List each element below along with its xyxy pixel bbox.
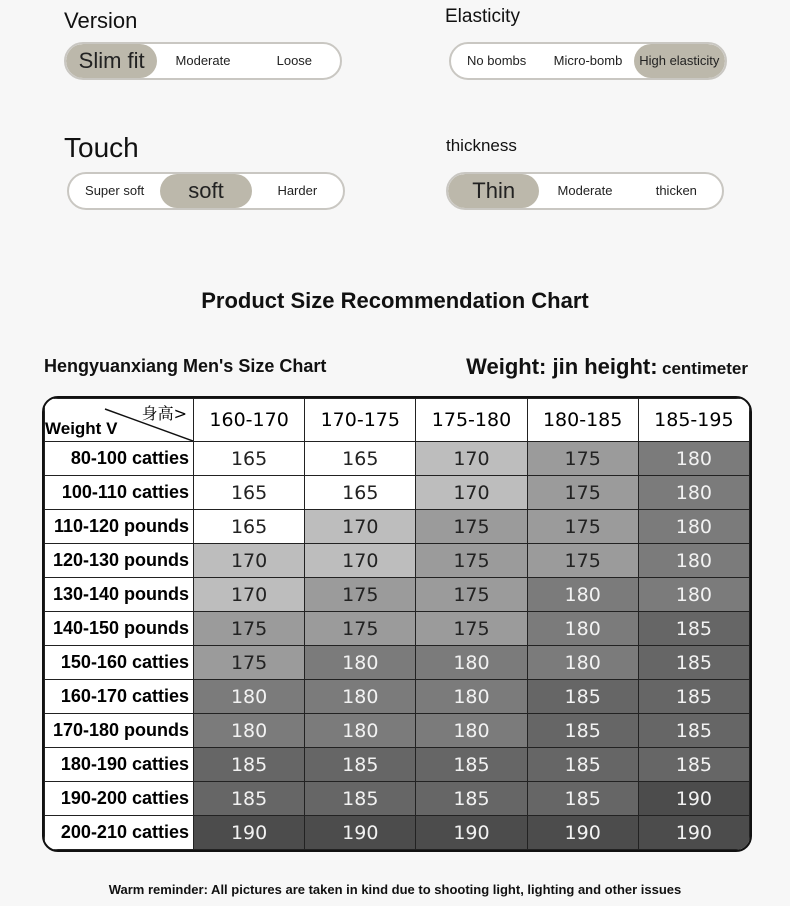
attribute-option: thicken <box>655 182 697 198</box>
attribute-option: Super soft <box>85 182 145 198</box>
size-cell: 170 <box>416 442 527 476</box>
size-cell: 185 <box>638 714 749 748</box>
size-cell: 185 <box>416 748 527 782</box>
weight-cell: 140-150 pounds <box>45 612 194 646</box>
corner-height-label: 身高> <box>141 404 187 423</box>
units-bold: Weight: jin height: <box>466 354 658 379</box>
attribute-label: Version <box>64 8 138 33</box>
weight-cell: 80-100 catties <box>45 442 194 476</box>
size-cell: 165 <box>194 510 305 544</box>
footer-note: Warm reminder: All pictures are taken in kind due to shooting light, lighting and other issues <box>108 882 682 897</box>
size-cell: 175 <box>416 544 527 578</box>
weight-cell: 100-110 catties <box>45 476 194 510</box>
height-header: 170-175 <box>305 399 416 442</box>
size-cell: 175 <box>416 510 527 544</box>
weight-cell: 110-120 pounds <box>45 510 194 544</box>
size-cell: 180 <box>638 476 749 510</box>
size-cell: 185 <box>416 782 527 816</box>
attribute-scale <box>449 42 727 80</box>
size-cell: 175 <box>305 578 416 612</box>
attribute-label: Touch <box>64 132 139 163</box>
height-header: 160-170 <box>194 399 305 442</box>
table-row <box>45 544 750 578</box>
table-row <box>45 714 750 748</box>
size-cell: 185 <box>638 646 749 680</box>
table-row <box>45 578 750 612</box>
size-cell: 190 <box>416 816 527 850</box>
units-rest: centimeter <box>662 359 748 378</box>
size-cell: 185 <box>527 680 638 714</box>
attribute-scale <box>64 42 342 80</box>
weight-cell: 190-200 catties <box>45 782 194 816</box>
size-cell: 185 <box>638 612 749 646</box>
attribute-scale <box>67 172 345 210</box>
attribute-option: Loose <box>276 52 313 68</box>
attribute-option: Slim fit <box>66 44 157 78</box>
table-row <box>45 680 750 714</box>
weight-cell: 160-170 catties <box>45 680 194 714</box>
size-cell: 180 <box>305 646 416 680</box>
size-cell: 190 <box>638 782 749 816</box>
size-cell: 180 <box>305 714 416 748</box>
size-cell: 175 <box>527 510 638 544</box>
table-row <box>45 782 750 816</box>
attribute-option: No bombs <box>467 52 527 68</box>
size-cell: 175 <box>527 544 638 578</box>
table-row <box>45 816 750 850</box>
size-cell: 190 <box>527 816 638 850</box>
size-cell: 175 <box>194 646 305 680</box>
size-cell: 175 <box>305 612 416 646</box>
size-cell: 180 <box>638 578 749 612</box>
attribute-option: Thin <box>448 174 539 208</box>
attribute-option: Moderate <box>175 52 231 68</box>
weight-cell: 180-190 catties <box>45 748 194 782</box>
size-cell: 185 <box>527 782 638 816</box>
height-header: 185-195 <box>638 399 749 442</box>
size-cell: 170 <box>305 544 416 578</box>
attribute-scale <box>446 172 724 210</box>
table-row <box>45 748 750 782</box>
weight-cell: 120-130 pounds <box>45 544 194 578</box>
size-cell: 180 <box>416 646 527 680</box>
attribute-option: Harder <box>277 182 318 198</box>
size-cell: 185 <box>527 748 638 782</box>
size-cell: 185 <box>527 714 638 748</box>
size-cell: 165 <box>305 476 416 510</box>
weight-cell: 150-160 catties <box>45 646 194 680</box>
table-row <box>45 612 750 646</box>
size-cell: 170 <box>305 510 416 544</box>
size-cell: 180 <box>194 680 305 714</box>
size-cell: 180 <box>416 714 527 748</box>
attribute-label: Elasticity <box>445 6 520 27</box>
size-cell: 175 <box>527 476 638 510</box>
size-cell: 180 <box>416 680 527 714</box>
size-cell: 170 <box>194 578 305 612</box>
size-cell: 165 <box>305 442 416 476</box>
size-cell: 170 <box>416 476 527 510</box>
size-cell: 185 <box>638 748 749 782</box>
size-cell: 180 <box>638 442 749 476</box>
size-cell: 175 <box>194 612 305 646</box>
table-row <box>45 646 750 680</box>
size-cell: 165 <box>194 476 305 510</box>
size-cell: 180 <box>527 612 638 646</box>
attribute-label: thickness <box>446 136 517 155</box>
table-row <box>45 476 750 510</box>
size-cell: 180 <box>194 714 305 748</box>
size-cell: 180 <box>638 510 749 544</box>
size-cell: 180 <box>638 544 749 578</box>
corner-cell <box>45 399 194 442</box>
size-cell: 165 <box>194 442 305 476</box>
weight-cell: 200-210 catties <box>45 816 194 850</box>
size-cell: 185 <box>194 748 305 782</box>
size-cell: 190 <box>638 816 749 850</box>
size-cell: 180 <box>527 646 638 680</box>
units-note <box>466 354 748 380</box>
size-cell: 185 <box>194 782 305 816</box>
size-cell: 185 <box>305 748 416 782</box>
attribute-option: Micro-bomb <box>553 52 623 68</box>
size-cell: 170 <box>194 544 305 578</box>
size-cell: 175 <box>416 612 527 646</box>
size-cell: 190 <box>305 816 416 850</box>
size-cell: 175 <box>527 442 638 476</box>
attribute-option: High elasticity <box>634 44 725 78</box>
table-row <box>45 442 750 476</box>
size-cell: 185 <box>638 680 749 714</box>
size-table <box>44 398 750 850</box>
weight-cell: 170-180 pounds <box>45 714 194 748</box>
size-cell: 180 <box>527 578 638 612</box>
chart-subtitle: Hengyuanxiang Men's Size Chart <box>44 356 327 376</box>
attribute-option: soft <box>160 174 251 208</box>
attribute-option: Moderate <box>557 182 613 198</box>
table-row <box>45 510 750 544</box>
weight-cell: 130-140 pounds <box>45 578 194 612</box>
chart-title: Product Size Recommendation Chart <box>201 288 589 313</box>
size-cell: 185 <box>305 782 416 816</box>
height-header: 180-185 <box>527 399 638 442</box>
size-cell: 175 <box>416 578 527 612</box>
corner-weight-label: Weight V <box>45 419 118 438</box>
size-cell: 190 <box>194 816 305 850</box>
size-cell: 180 <box>305 680 416 714</box>
height-header: 175-180 <box>416 399 527 442</box>
